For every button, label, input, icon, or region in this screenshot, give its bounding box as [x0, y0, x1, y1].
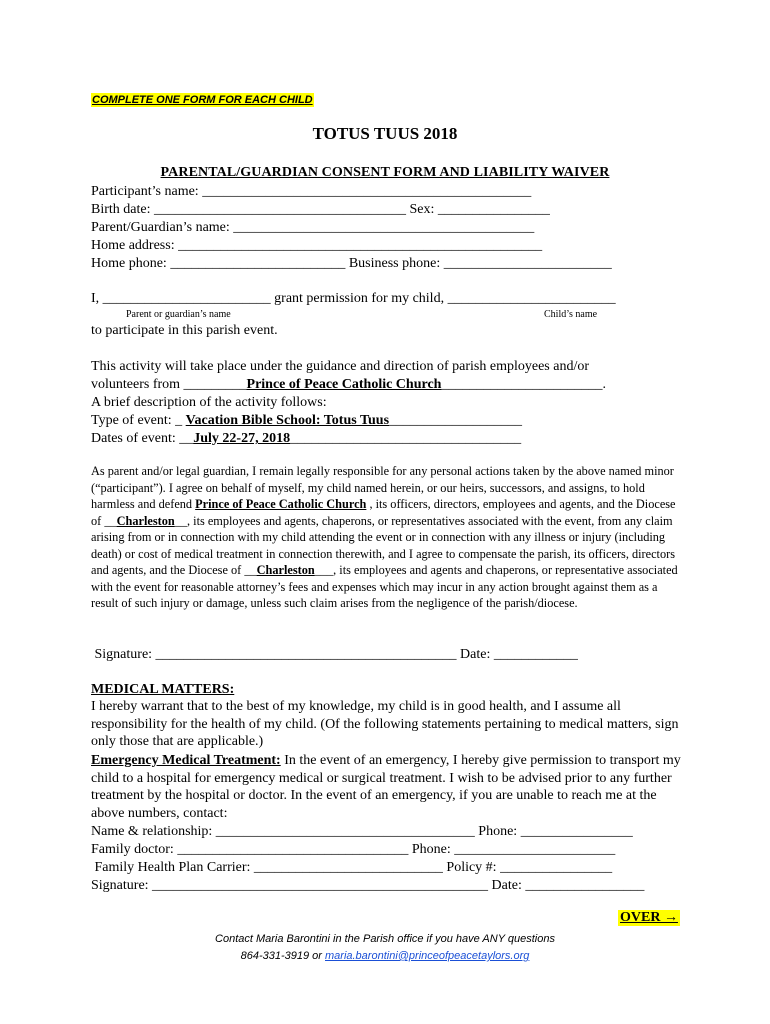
waiver-paragraph: As parent and/or legal guardian, I remain legally responsible for any personal actions taken by the above named minor (“participant”). I agree on behalf of myself, my child named herein, or our heirs, successors, and assigns, to hold harmless and defend Prince of Peace Catholic Church , its officers, directors, employees and agents, and the Diocese of __Charleston__, its employees and agents, chaperons, or representatives associated with the event, from any claim arising from or in connection with my child attending the event or in connection with any illness or injury (including death) or cost of medical treatment in connection therewith, and I agree to compensate the parish, its officers, directors and agents, and the Diocese of __Charleston___, its employees and agents and chaperons, or representative associated with the event for reasonable attorney’s fees and expenses which may incur in any action brought against them as a result of such injury or damage, unless such claim arises from the negligence of the parish/diocese. — [91, 464, 678, 610]
medical-paragraph: I hereby warrant that to the best of my knowledge, my child is in good health, and I assume all responsibility for the health of my child. (Of the following statements pertaining to medical matters, sign only those that are applicable.) — [91, 699, 679, 750]
health-plan-field[interactable]: Family Health Plan Carrier: ___________________________ Policy #: ________________ — [91, 860, 613, 875]
footer-contact: Contact Maria Barontini in the Parish office if you have ANY questions — [215, 933, 555, 945]
event-dates-value: July 22-27, 2018 — [193, 431, 291, 446]
footer-phone-email: 864-331-3919 or maria.barontini@princeofpeacetaylors.org — [240, 950, 530, 962]
form-title: TOTUS TUUS 2018 — [312, 124, 458, 143]
waiver-signature-field[interactable]: Signature: ___________________________________________ Date: ____________ — [91, 647, 578, 662]
email-link[interactable]: maria.barontini@princeofpeacetaylors.org — [325, 950, 530, 962]
participate-text: to participate in this parish event. — [91, 323, 278, 338]
instruction-banner: COMPLETE ONE FORM FOR EACH CHILD — [92, 94, 313, 106]
form-subtitle: PARENTAL/GUARDIAN CONSENT FORM AND LIABILITY WAIVER — [160, 165, 610, 180]
waiver-church: Prince of Peace Catholic Church — [195, 497, 367, 511]
activity-brief: A brief description of the activity follows: — [91, 395, 327, 410]
home-business-phone-field[interactable]: Home phone: _________________________ Business phone: ________________________ — [91, 256, 612, 271]
parent-guardian-name-field[interactable]: Parent/Guardian’s name: ___________________________________________ — [91, 220, 535, 235]
church-name: Prince of Peace Catholic Church — [246, 377, 442, 392]
participant-name-field[interactable]: Participant’s name: _______________________________________________ — [91, 184, 532, 199]
medical-signature-field[interactable]: Signature: ________________________________________________ Date: _________________ — [91, 878, 645, 893]
waiver-diocese-1: Charleston — [116, 513, 175, 528]
event-type-field[interactable]: Type of event: _ Vacation Bible School: Totus Tuus___________________ — [91, 413, 523, 428]
child-caption: Child’s name — [544, 309, 598, 320]
event-dates-field[interactable]: Dates of event: __July 22-27, 2018_________________________________ — [91, 431, 522, 446]
event-type-value: Vacation Bible School: Totus Tuus — [185, 413, 390, 428]
family-doctor-field[interactable]: Family doctor: _________________________________ Phone: _______________________ — [91, 842, 616, 857]
birth-date-sex-field[interactable]: Birth date: ____________________________________ Sex: ________________ — [91, 202, 550, 217]
parent-caption: Parent or guardian’s name — [126, 309, 231, 320]
home-address-field[interactable]: Home address: ____________________________________________________ — [91, 238, 543, 253]
waiver-diocese-2: Charleston — [256, 563, 315, 577]
emergency-heading: Emergency Medical Treatment: — [91, 753, 281, 768]
over-indicator: OVER → — [620, 910, 678, 925]
volunteers-line: volunteers from _________Prince of Peace Catholic Church_______________________. — [91, 377, 606, 392]
permission-line[interactable]: I, ________________________ grant permission for my child, ________________________ — [91, 291, 616, 306]
activity-line1: This activity will take place under the guidance and direction of parish employees and/or — [91, 359, 589, 374]
medical-heading: MEDICAL MATTERS: — [91, 682, 235, 697]
emergency-paragraph: Emergency Medical Treatment: In the event of an emergency, I hereby give permission to transport my child to a hospital for emergency medical or surgical treatment. I wish to be advised prior to any further treatment by the hospital or doctor. In the event of an emergency, if you are unable to reach me at the above numbers, contact: — [91, 753, 681, 822]
contact-name-field[interactable]: Name & relationship: _____________________________________ Phone: ________________ — [91, 824, 633, 839]
